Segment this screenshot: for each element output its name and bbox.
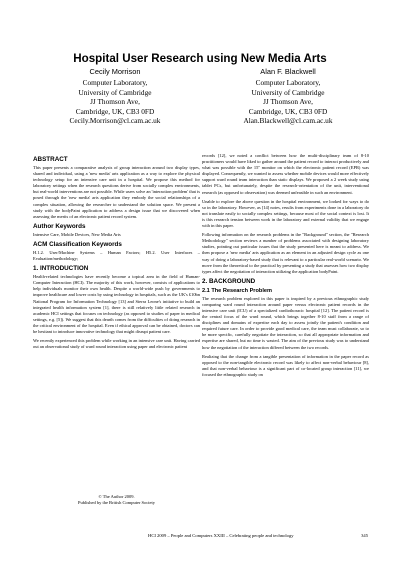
body-paragraph-3: Following information on the research problems in the "Background" section, the "Research Methodology" section reviews a number of problems associated with designing laboratory studies, pointing out particular issues that the study presented here is meant to address. We then propose a 'new media' arts application as an element in an adjusted design cycle as one way of doing a laboratory-based study that is relevant to a particular real-world scenario. We move from the theoretical to the practical by presenting a study that assesses how two display types affect the negotiation of interaction utilizing the application bodyPaint.	[202, 232, 369, 274]
body-paragraph-1: records [12], we noted a conflict between how the multi-disciplinary team of 8-10 practitioners would have liked to gather around the patient record to interact productively and what was possible with the 15" monitor on which the electronic patient record (EPR) was displayed. Consequently, we wanted to assess whether mobile devices would more effectively support ward round team interaction than static displays. We proposed a 2 week study using tablet PCs, but unfortunately, despite the research-orientation of the unit, interventional research (as opposed to observation) was deemed unfeasible in such an environment.	[202, 153, 369, 195]
abstract-heading: ABSTRACT	[33, 156, 68, 163]
intro-heading: 1. INTRODUCTION	[33, 265, 89, 273]
author-university: University of Cambridge	[78, 87, 152, 97]
left-column	[33, 153, 200, 353]
author-block-1	[35, 67, 195, 125]
abstract-text: This paper presents a comparative analysis of group interaction around two display types, shared and individual, using a 'new media' arts application as a way to explore the physical technology setup for an intensive care unit in a hospital. We propose this method for laboratory settings when the research questions derive from socially complex environments, but real-world interventions are not possible. While users solve an 'interaction problem' that is posed through the 'new media' arts application they embody the social relationships of a complex situation, allowing the researcher to understand the solution space. We present a study with the bodyPaint application to address a design issue that we discovered when assessing the merits of an electronic patient record system.	[33, 165, 200, 219]
right-column	[202, 153, 369, 381]
intro-paragraph-2: We recently experienced this problem while working in an intensive care unit. Having carried out an observational study of ward round interaction using paper and electronic patient	[33, 338, 200, 350]
author-address-line2: Cambridge, UK, CB3 0FD	[75, 106, 155, 116]
keywords-heading: Author Keywords	[33, 222, 86, 230]
acm-text: H.1.2. User/Machine Systems – Human Factors; H5.2. User Interfaces – Evaluation/methodology;	[33, 249, 200, 262]
body-paragraph-5: Realizing that the change from a tangible presentation of information in the paper record as opposed to the non-tangible electronic record was likely to affect non-verbal behaviour [8], and that non-verbal behaviour is a significant part of co-located group interaction [11], we focused the ethnographic study on	[202, 353, 369, 377]
author-address-line1: JJ Thomson Ave,	[263, 97, 313, 107]
keywords-text: Intensive Care, Mobile Devices, New Media Arts	[33, 231, 121, 237]
copyright-notice	[33, 494, 200, 506]
author-address-line2: Cambridge, UK, CB3 0FD	[248, 106, 328, 116]
footer-conference: HCI 2009 – People and Computers XXIII – Celebrating people and technology	[148, 533, 294, 538]
research-problem-heading: 2.1 The Research Problem	[202, 287, 272, 294]
copyright-line-1: © The Author 2009.	[98, 494, 135, 499]
author-university: University of Cambridge	[251, 87, 325, 97]
author-email: Alan.Blackwell@cl.cam.ac.uk	[243, 116, 333, 126]
paper-title: Hospital User Research using New Media Arts	[73, 52, 327, 65]
author-dept: Computer Laboratory,	[255, 78, 321, 88]
body-paragraph-2: Unable to explore the above question in the hospital environment, we looked for ways to do so in the laboratory. However, as [14] notes, results from experiments done in a laboratory do not translate easily to socially complex settings, because most of the social context is lost. It is this research tension between work in the laboratory and external validity that we engage with in this paper.	[202, 198, 369, 229]
page-number: 345	[361, 533, 368, 538]
acm-heading: ACM Classification Keywords	[33, 240, 122, 248]
author-dept: Computer Laboratory,	[82, 78, 148, 88]
author-block-2	[208, 67, 368, 125]
body-paragraph-4: The research problem explored in this paper is inspired by a previous ethnographic study comparing ward round interaction around paper versus electronic patient records in the intensive care unit (ICU) of a specialized cardiothoracic hospital [12]. The patient record is the central focus of the ward round, which brings together 8-10 staff from a range of disciplines and domains of expertise each day to assess jointly the patient's condition and required future care. In order to provide good medical care, the team must collaborate, so to be more specific, carefully negotiate the interaction, so that all appropriate information and expertise are shared, but no time is wasted. The aim of the previous study was to understand how the negotiation of the interaction differed between the two records.	[202, 295, 369, 350]
author-address-line1: JJ Thomson Ave,	[90, 97, 140, 107]
copyright-line-2: Published by the British Computer Society	[77, 500, 156, 505]
author-email: Cecily.Morrison@cl.cam.ac.uk	[69, 116, 161, 126]
intro-paragraph-1: Health-related technologies have recently become a topical area in the field of Human-Computer Interaction (HCI). The majority of this work, however, consists of applications to help individuals monitor their own health. Despite a world-wide push by governments to improve healthcare and lower costs by using technology in hospitals, such as the UK's £10bn National Program for Information Technology [13] and Sierra Leone's initiative to build an integrated health information system [1], there is still relatively little related research in academic HCI settings that focuses on technology (as opposed to studies of paper in medical settings, e.g. [5]). We suggest that this dearth comes from the difficulties of doing research in the critical environment of the hospital. Even if ethical approval can be obtained, doctors can be hesitant to introduce innovative technology that might disrupt patient care.	[33, 274, 200, 334]
author-name: Alan F. Blackwell	[260, 67, 316, 76]
background-heading: 2. BACKGROUND	[202, 277, 256, 285]
author-name: Cecily Morrison	[89, 67, 141, 76]
